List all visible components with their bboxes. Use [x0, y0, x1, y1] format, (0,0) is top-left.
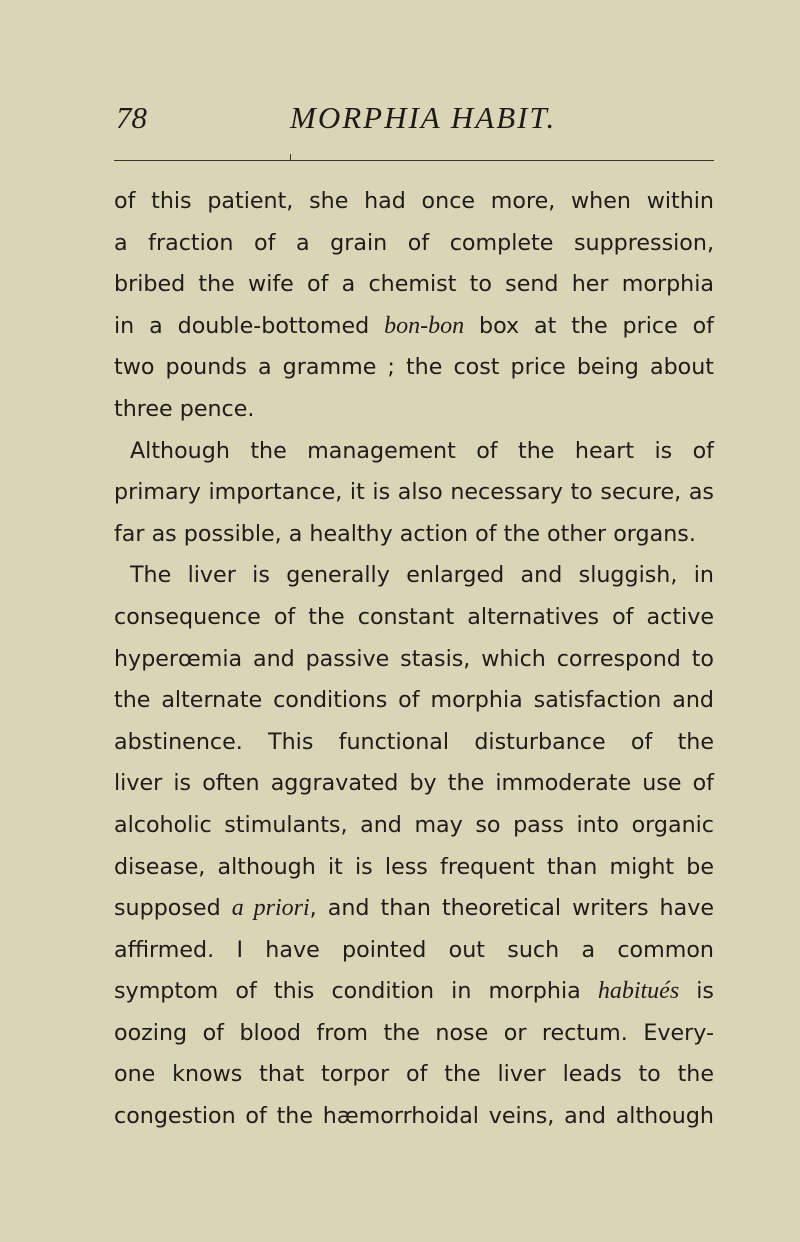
running-head: MORPHIA HABIT.: [290, 100, 557, 135]
text-line: two pounds a gramme ; the cost price being about: [114, 354, 714, 381]
text-line: a fraction of a grain of complete suppression,: [114, 229, 714, 256]
text-run: supposed: [114, 895, 232, 922]
italic-term: habitués: [597, 978, 680, 1005]
text-line: consequence of the constant alternatives of active: [114, 603, 714, 630]
text-line: the alternate conditions of morphia satisfaction and: [114, 687, 714, 714]
body-text: [114, 181, 714, 1138]
text-line: [114, 306, 714, 348]
header-rule-mark: [290, 154, 291, 161]
header-rule: [114, 160, 714, 161]
text-line: alcoholic stimulants, and may so pass into organic: [114, 811, 714, 838]
text-line: far as possible, a healthy action of the other organs.: [114, 520, 696, 547]
text-line: oozing of blood from the nose or rectum. Every-: [114, 1019, 714, 1046]
text-line: [114, 888, 714, 930]
text-line: primary importance, it is also necessary to secure, as: [114, 479, 714, 506]
text-run: , and than theoretical writers have: [309, 895, 714, 922]
text-line: liver is often aggravated by the immoderate use of: [114, 770, 714, 797]
text-line: abstinence. This functional disturbance of the: [114, 728, 714, 755]
text-run: symptom of this condition in morphia: [114, 978, 598, 1005]
italic-term: bon-bon: [384, 312, 465, 339]
text-line: Although the management of the heart is of: [130, 437, 714, 464]
text-line: [114, 971, 714, 1013]
text-line: of this patient, she had once more, when within: [114, 188, 714, 214]
text-run: in a double-bottomed: [114, 312, 385, 339]
page-header: [116, 98, 716, 142]
text-line: congestion of the hæmorrhoidal veins, and although: [114, 1103, 714, 1130]
text-line: bribed the wife of a chemist to send her morphia: [114, 271, 714, 298]
italic-term: a priori: [231, 895, 310, 922]
page-number: 78: [116, 100, 147, 135]
text-run: is: [679, 978, 714, 1005]
text-run: box at the price of: [464, 312, 714, 339]
text-line: three pence.: [114, 395, 255, 422]
text-line: affirmed. I have pointed out such a common: [114, 936, 714, 963]
text-line: one knows that torpor of the liver leads to the: [114, 1061, 714, 1088]
text-line: The liver is generally enlarged and sluggish, in: [130, 562, 714, 589]
text-line: disease, although it is less frequent than might be: [114, 853, 714, 880]
text-line: hyperœmia and passive stasis, which correspond to: [114, 645, 714, 672]
